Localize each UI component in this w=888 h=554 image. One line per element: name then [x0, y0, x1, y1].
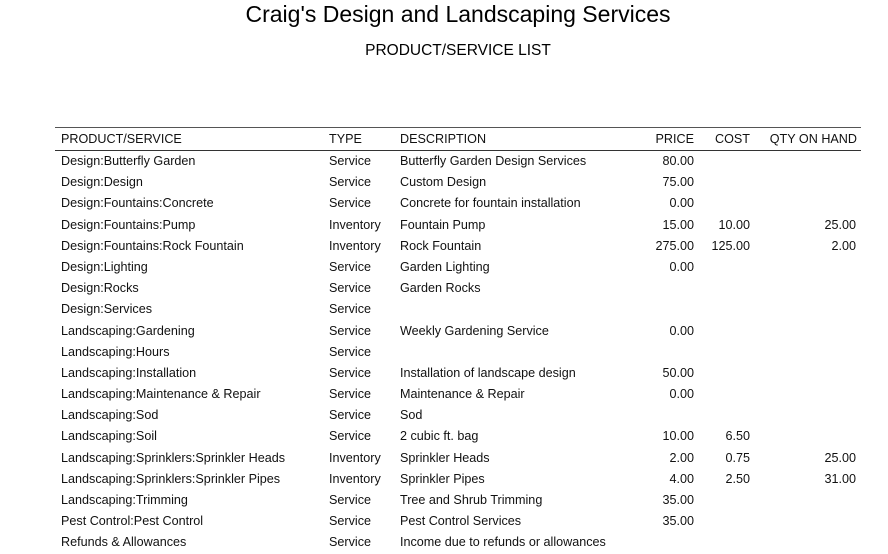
- product-service-cell: Refunds & Allowances: [61, 535, 187, 550]
- product-service-cell: Landscaping:Sprinklers:Sprinkler Pipes: [61, 471, 281, 486]
- product-service-cell: Design:Fountains:Pump: [61, 217, 196, 232]
- table-row: [55, 363, 861, 384]
- table-row: [55, 405, 861, 426]
- product-service-cell: Design:Lighting: [61, 259, 148, 274]
- table-body: [55, 151, 861, 554]
- report-company-title: Craig's Design and Landscaping Services: [245, 1, 671, 27]
- product-service-cell: Landscaping:Trimming: [61, 493, 188, 507]
- type-cell: Service: [329, 387, 371, 402]
- description-cell: Sod: [400, 408, 423, 423]
- column-header-cost: COST: [715, 132, 750, 146]
- description-cell: Weekly Gardening Service: [400, 323, 549, 338]
- product-service-cell: Landscaping:Sod: [61, 408, 159, 423]
- description-cell: Garden Rocks: [400, 281, 481, 296]
- description-cell: Rock Fountain: [400, 238, 482, 253]
- type-cell: Service: [329, 344, 371, 359]
- column-header-qty-on-hand: QTY ON HAND: [769, 132, 857, 146]
- description-cell: Concrete for fountain installation: [400, 196, 581, 211]
- price-cell: 15.00: [662, 217, 694, 232]
- description-cell: Sprinkler Heads: [400, 450, 490, 465]
- product-service-cell: Landscaping:Hours: [61, 344, 170, 359]
- qty-on-hand-cell: 25.00: [824, 217, 856, 232]
- price-cell: 275.00: [655, 238, 694, 253]
- type-cell: Service: [329, 365, 371, 380]
- type-cell: Service: [329, 302, 371, 317]
- price-cell: 80.00: [662, 154, 694, 168]
- type-cell: Service: [329, 429, 371, 444]
- price-cell: 4.00: [669, 471, 694, 486]
- description-cell: 2 cubic ft. bag: [400, 429, 479, 444]
- product-service-cell: Design:Rocks: [61, 281, 139, 296]
- qty-on-hand-cell: 2.00: [831, 238, 856, 253]
- product-service-cell: Landscaping:Gardening: [61, 323, 195, 338]
- cost-cell: 2.50: [725, 471, 750, 486]
- column-header-product-service: PRODUCT/SERVICE: [61, 132, 182, 146]
- price-cell: 75.00: [662, 175, 694, 190]
- column-header-price: PRICE: [655, 132, 694, 146]
- cost-cell: 125.00: [711, 238, 750, 253]
- table-row: [55, 426, 861, 447]
- table-row: [55, 151, 861, 172]
- description-cell: Tree and Shrub Trimming: [400, 493, 543, 507]
- table-row: [55, 299, 861, 320]
- cost-cell: 10.00: [718, 217, 750, 232]
- product-service-table: [55, 127, 861, 554]
- description-cell: Pest Control Services: [400, 514, 522, 529]
- table-row: [55, 532, 861, 553]
- product-service-cell: Landscaping:Maintenance & Repair: [61, 387, 261, 402]
- product-service-cell: Design:Fountains:Rock Fountain: [61, 238, 244, 253]
- table-row: [55, 257, 861, 278]
- type-cell: Inventory: [329, 471, 381, 486]
- type-cell: Inventory: [329, 450, 381, 465]
- cost-cell: 6.50: [725, 429, 750, 444]
- table-header-row: [55, 128, 861, 151]
- type-cell: Service: [329, 408, 371, 423]
- report-title: PRODUCT/SERVICE LIST: [365, 42, 551, 59]
- column-header-type: TYPE: [329, 132, 362, 146]
- description-cell: Sprinkler Pipes: [400, 471, 485, 486]
- table-row: [55, 469, 861, 490]
- price-cell: 35.00: [662, 514, 694, 529]
- type-cell: Service: [329, 535, 371, 550]
- description-cell: Installation of landscape design: [400, 365, 576, 380]
- description-cell: Butterfly Garden Design Services: [400, 154, 587, 168]
- table-row: [55, 384, 861, 405]
- type-cell: Service: [329, 323, 371, 338]
- table-row: [55, 278, 861, 299]
- product-service-cell: Design:Butterfly Garden: [61, 154, 196, 168]
- table-row: [55, 448, 861, 469]
- type-cell: Service: [329, 196, 371, 211]
- description-cell: Income due to refunds or allowances: [400, 535, 606, 550]
- type-cell: Service: [329, 259, 371, 274]
- type-cell: Service: [329, 175, 371, 190]
- product-service-cell: Design:Services: [61, 302, 152, 317]
- description-cell: Fountain Pump: [400, 217, 486, 232]
- type-cell: Service: [329, 514, 371, 529]
- table-row: [55, 215, 861, 236]
- price-cell: 10.00: [662, 429, 694, 444]
- price-cell: 0.00: [669, 196, 694, 211]
- cost-cell: 0.75: [725, 450, 750, 465]
- column-header-description: DESCRIPTION: [400, 132, 487, 146]
- product-service-cell: Landscaping:Sprinklers:Sprinkler Heads: [61, 450, 286, 465]
- price-cell: 2.00: [669, 450, 694, 465]
- description-cell: Maintenance & Repair: [400, 387, 525, 402]
- table-row: [55, 490, 861, 511]
- description-cell: Garden Lighting: [400, 259, 490, 274]
- qty-on-hand-cell: 25.00: [824, 450, 856, 465]
- price-cell: 0.00: [669, 387, 694, 402]
- product-service-cell: Pest Control:Pest Control: [61, 514, 204, 529]
- table-row: [55, 342, 861, 363]
- price-cell: 0.00: [669, 259, 694, 274]
- price-cell: 50.00: [662, 365, 694, 380]
- price-cell: 35.00: [662, 493, 694, 507]
- product-service-cell: Design:Design: [61, 175, 143, 190]
- product-service-cell: Design:Fountains:Concrete: [61, 196, 214, 211]
- table-row: [55, 193, 861, 214]
- table-row: [55, 236, 861, 257]
- qty-on-hand-cell: 31.00: [824, 471, 856, 486]
- product-service-cell: Landscaping:Soil: [61, 429, 157, 444]
- type-cell: Inventory: [329, 217, 381, 232]
- type-cell: Service: [329, 154, 371, 168]
- table-row: [55, 321, 861, 342]
- product-service-cell: Landscaping:Installation: [61, 365, 197, 380]
- type-cell: Service: [329, 281, 371, 296]
- table-row: [55, 172, 861, 193]
- price-cell: 0.00: [669, 323, 694, 338]
- type-cell: Service: [329, 493, 371, 507]
- table-row: [55, 511, 861, 532]
- type-cell: Inventory: [329, 238, 381, 253]
- description-cell: Custom Design: [400, 175, 487, 190]
